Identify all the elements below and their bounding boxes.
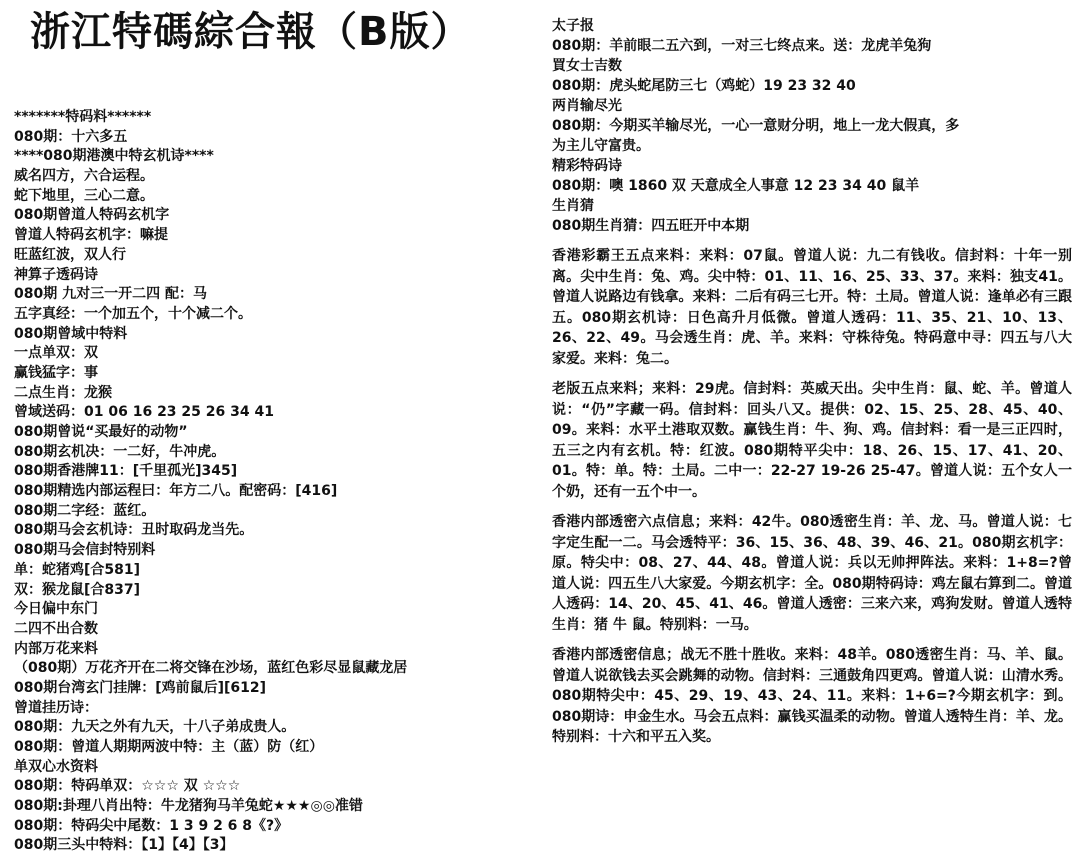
text-line: 080期三头中特料：【1】【4】【3】	[14, 837, 234, 854]
text-line: 曾道挂历诗：	[14, 699, 98, 716]
text-line: 080期：曾道人期期两波中特：主（蓝）防（红）	[14, 739, 324, 755]
text-line: 080期 九对三一开二四 配：马	[14, 286, 207, 303]
text-line: 神算子透码诗	[14, 266, 98, 283]
text-line: 080期：噢 1860 双 天意成全人事意 12 23 34 40 鼠羊	[552, 178, 920, 194]
paragraph-old-five-points: 老版五点来料；来料：29虎。信封料：英威天出。尖中生肖：鼠、蛇、羊。曾道人说：“仍”字藏一码。信封料：回头八又。提供：02、15、25、28、45、40、09。来料：水平土港取双数。赢钱生肖：牛、狗、鸡。信封料：看一是三正四时，五三之内有玄机。特：红波。080期特平尖中：18、26、15、17、41、20、01。特：单。特：土局。二中一：22-27 19-26 25-47。曾道人说：五个女人一个奶，还有一五个中一。	[552, 381, 1072, 500]
text-line: 曾道人特码玄机字：嘛提	[14, 227, 168, 244]
text-line: 080期：九天之外有九天，十八子弟成贵人。	[14, 719, 296, 736]
text-line: 080期：今期买羊输尽光，一心一意财分明，地上一龙大假真，多	[552, 118, 960, 134]
text-line: 080期玄机决：一二好，牛冲虎。	[14, 443, 226, 460]
paragraph-hk-five-points: 香港彩霸王五点来料：来料：07鼠。曾道人说：九二有钱收。信封料：十年一别离。尖中生肖：兔、鸡。尖中特：01、11、16、25、33、37。来料：独支41。曾道人说路边有钱拿。来料：二后有码三七开。特：土局。曾道人说：逢单必有三跟五。080期玄机诗：日色高升月低微。曾道人透码：11、35、21、10、13、26、22、49。马会透生肖：虎、羊。来料：守株待兔。特码意中寻：四五与八大家爱。来料：兔二。	[552, 248, 1072, 367]
text-line: 080期曾说“买最好的动物”	[14, 424, 188, 440]
text-line: 080期：十六多五	[14, 128, 128, 145]
text-line: 080期精选内部运程曰：年方二八。配密码：[416]	[14, 483, 338, 500]
text-line: 今日偏中东门	[14, 601, 98, 618]
page-title: 浙江特碼綜合報（B版）	[30, 9, 472, 55]
text-line: 080期台湾玄门挂牌：[鸡前鼠后][612]	[14, 679, 267, 696]
text-line: 080期:卦理八肖出特：牛龙猪狗马羊兔蛇★★★◎◎准错	[14, 798, 363, 815]
text-line: *******特码料******	[14, 109, 152, 125]
paragraph-secret-info: 香港内部透密信息；战无不胜十胜收。来料：48羊。080透密生肖：马、羊、鼠。曾道人说欲钱去买会跳舞的动物。信封料：三通鼓角四更鸡。曾道人说：山清水秀。080期特尖中：45、29、19、43、24、11。来料：1+6=?今期玄机字：到。080期诗：申金生水。马会五点料：赢钱买温柔的动物。曾道人透特生肖：羊、龙。特别料：十六和平五入奖。	[552, 647, 1072, 745]
text-line: 威名四方，六合运程。	[14, 168, 154, 185]
right-column	[552, 16, 1072, 748]
text-line: 为主儿守富贵。	[552, 138, 650, 154]
left-column	[14, 108, 534, 856]
text-line: 曾域送码：01 06 16 23 25 26 34 41	[14, 404, 274, 421]
text-line: 单：蛇猪鸡[合581]	[14, 561, 141, 578]
text-line: 080期：特码单双：☆☆☆ 双 ☆☆☆	[14, 778, 241, 795]
text-line: 内部万花来料	[14, 640, 98, 657]
text-line: 双：猴龙鼠[合837]	[14, 581, 141, 598]
text-line: 二点生肖：龙猴	[14, 384, 112, 401]
text-line: （080期）万花齐开在二将交锋在沙场，蓝红色彩尽显鼠藏龙居	[14, 660, 408, 677]
text-line: ****080期港澳中特玄机诗****	[14, 148, 214, 165]
text-line: 二四不出合数	[14, 620, 98, 637]
text-line: 五字真经：一个加五个，十个减二个。	[14, 305, 252, 322]
text-line: 080期马会玄机诗：丑时取码龙当先。	[14, 522, 254, 539]
text-line: 080期二字经：蓝红。	[14, 502, 156, 519]
text-line: 单双心水资料	[14, 758, 98, 775]
text-line: 生肖猜	[552, 198, 594, 214]
text-line: 080期生肖猜：四五旺开中本期	[552, 218, 750, 234]
text-line: 一点单双：双	[14, 345, 98, 362]
text-line: 精彩特码诗	[552, 158, 622, 174]
text-line: 080期：羊前眼二五六到，一对三七终点来。送：龙虎羊兔狗	[552, 38, 932, 54]
text-line: 080期曾域中特料	[14, 325, 128, 342]
text-line: 太子报	[552, 18, 594, 34]
text-line: 買女士吉数	[552, 58, 622, 74]
paragraph-six-points: 香港内部透密六点信息；来料：42牛。080透密生肖：羊、龙、马。曾道人说：七字定生配一二。马会透特平：36、15、36、48、39、46、21。080期玄机字：原。特尖中：08、27、44、48。曾道人说：兵以无帅押阵法。来料：1+8=?曾道人说：四五生八大家爱。今期玄机字：全。080期特码诗：鸡左鼠右算到二。曾道人透码：14、20、45、41、46。曾道人透密：三来六来，鸡狗发财。曾道人透特生肖：猪 牛 鼠。特别料：一马。	[552, 514, 1072, 633]
text-line: 旺蓝红波，双人行	[14, 246, 126, 263]
text-line: 080期：特码尖中尾数：1 3 9 2 6 8《?》	[14, 817, 289, 834]
text-line: 两肖输尽光	[552, 98, 622, 114]
text-line: 赢钱猛字：事	[14, 364, 98, 381]
text-line: 080期曾道人特码玄机字	[14, 207, 170, 224]
text-line: 080期马会信封特别料	[14, 542, 156, 559]
text-line: 080期：虎头蛇尾防三七（鸡蛇）19 23 32 40	[552, 78, 856, 94]
text-line: 080期香港牌11：[千里孤光]345]	[14, 463, 238, 480]
text-line: 蛇下地里，三心二意。	[14, 187, 154, 204]
